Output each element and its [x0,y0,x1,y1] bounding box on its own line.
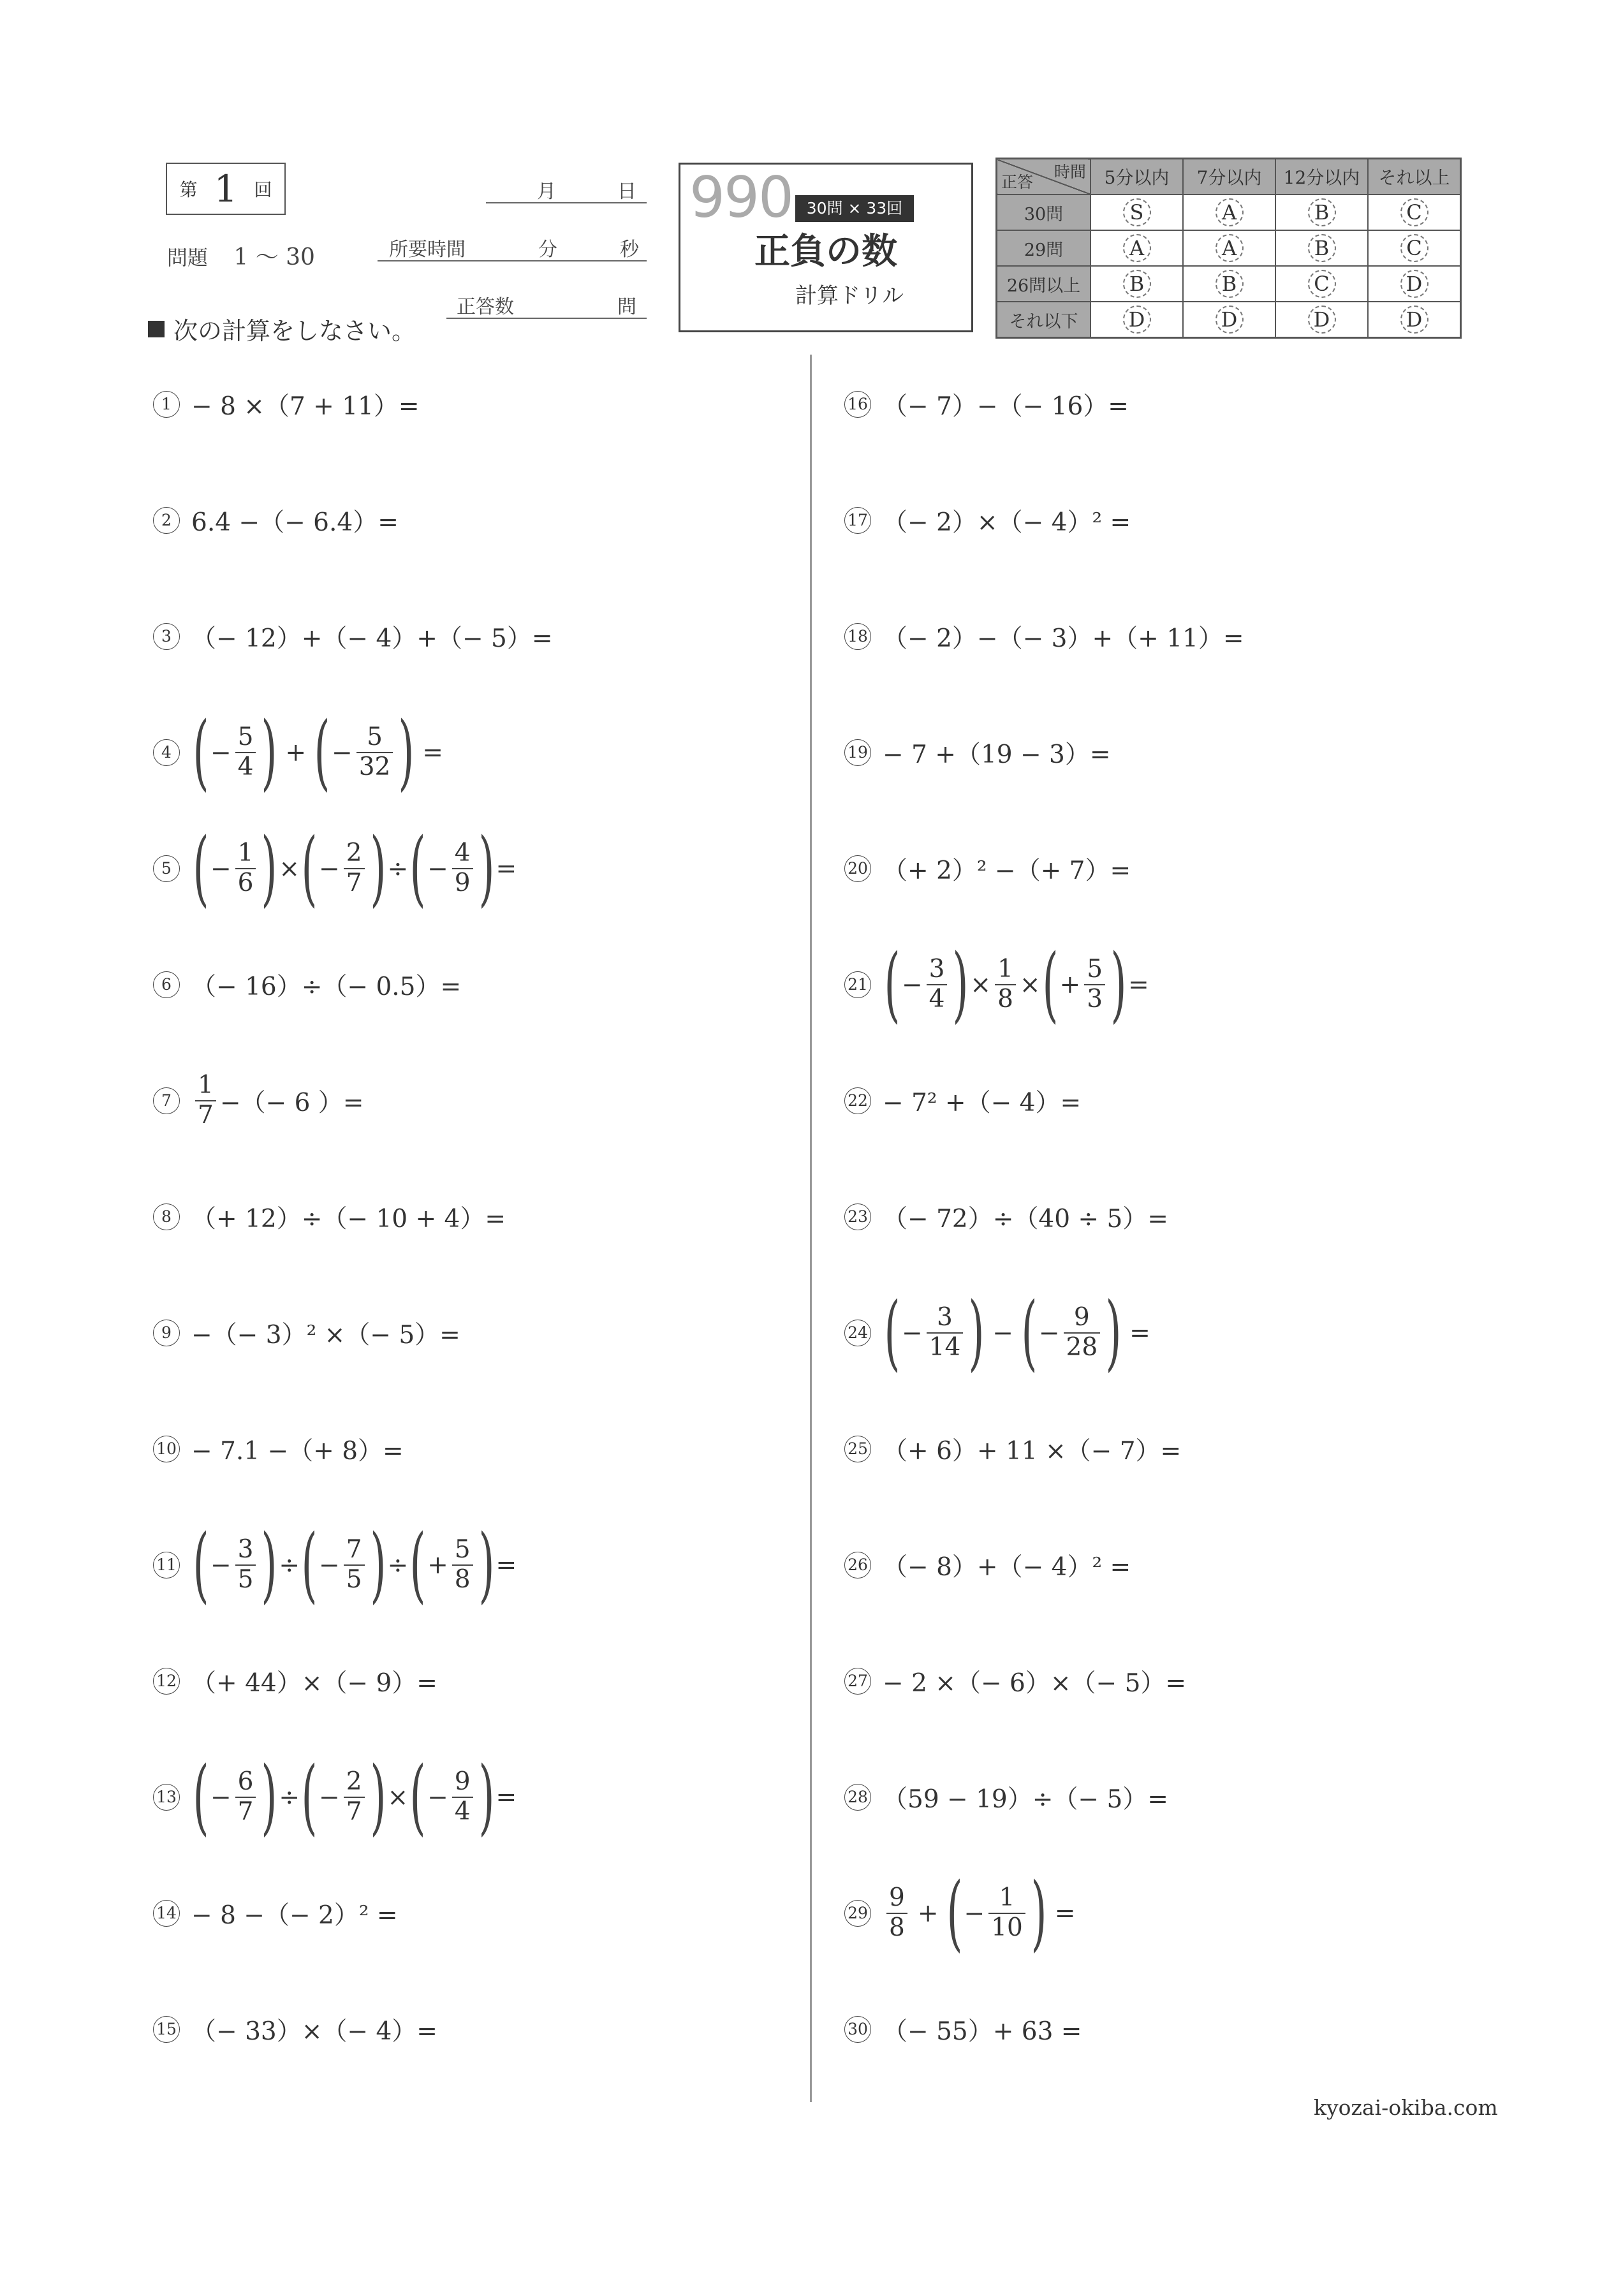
grade-cell [1275,266,1368,302]
problem-expression: （+ 12）÷（− 10 + 4）= [191,1205,506,1233]
problem-expression: （+ 2）² −（+ 7）= [883,857,1131,885]
problem-range [167,239,315,272]
fraction-denominator: 5 [235,1564,256,1594]
problem-label: 問題 [167,246,209,270]
problem [153,1998,437,2061]
fraction [988,1884,1025,1943]
problem-number: 2 [153,507,180,534]
fraction-denominator: 32 [356,752,393,782]
second-label: 秒 [620,239,639,261]
problem-range-value: 1 〜 30 [233,244,315,270]
grade-mark: A [1215,198,1244,226]
column-divider [810,355,812,2102]
problem-expression: （− 33）×（− 4）= [191,2017,437,2046]
problem-number: 21 [844,971,871,998]
problem-number: 25 [844,1436,871,1462]
fraction-denominator: 4 [235,752,256,782]
footer-site: kyozai-okiba.com [1314,2095,1498,2120]
fraction-denominator: 10 [988,1913,1025,1943]
fraction-numerator: 5 [454,1535,471,1564]
problem-expression: （+ 6）+ 11 ×（− 7）= [883,1437,1182,1466]
problem-expression: （− 16）÷（− 0.5）= [191,973,462,1001]
grade-table-row [997,266,1461,302]
grade-mark: D [1123,305,1151,334]
grade-table-header-row [997,159,1461,195]
grade-mark: A [1215,234,1244,262]
problem-number: 22 [844,1087,871,1114]
instruction-text: 次の計算をしなさい。 [173,317,416,345]
fraction-numerator: 1 [999,1883,1015,1913]
grade-table-row [997,302,1461,338]
problem-number: 28 [844,1784,871,1811]
fraction-numerator: 1 [237,839,254,868]
problem-number: 27 [844,1668,871,1695]
problem-expression: − 8 −（− 2）² = [191,1901,398,1930]
fraction-denominator: 7 [344,868,365,898]
time-column-header: 12分以内 [1275,159,1368,195]
grade-row-label: 26問以上 [997,266,1091,302]
problem-number: 8 [153,1203,180,1230]
grade-row-label: 29問 [997,230,1091,266]
drill-code: 990 [689,165,793,230]
grade-cell [1368,195,1461,230]
title-box [679,163,973,332]
fraction [886,1884,907,1943]
problem-number: 15 [153,2016,180,2043]
fraction-denominator: 7 [344,1797,365,1827]
round-suffix: 回 [254,179,272,200]
page-title: 正負の数 [754,231,897,272]
problem: 29 $\frac{9}{8}$ + ( − $\frac{1}{10}$ ) = [844,1881,1075,1945]
fraction-denominator: 28 [1064,1332,1101,1362]
fraction-denominator: 8 [995,984,1016,1014]
month-label: 月 [537,180,556,203]
problem-number: 23 [844,1203,871,1230]
problem-expression: − 7² +（− 4）= [883,1089,1082,1117]
problem-expression: （+ 44）×（− 9）= [191,1669,437,1698]
correct-label: 正答数 [457,296,514,318]
problem [844,1765,1168,1829]
fraction-denominator: 4 [452,1797,473,1827]
grade-mark: C [1400,198,1428,226]
grade-mark: B [1308,198,1336,226]
fraction [356,723,393,782]
time-column-header: 7分以内 [1183,159,1275,195]
fraction-numerator: 3 [237,1535,254,1564]
problem [844,605,1244,668]
fraction-numerator: 1 [997,955,1013,984]
grade-cell [1091,266,1183,302]
problem-number: 4 [153,739,180,766]
grade-cell [1275,302,1368,338]
problem-expression: （− 12）+（− 4）+（− 5）= [191,624,553,653]
problem: 24 ( − $\frac{3}{14}$ ) − ( − $\frac{9}{28}$ ) = [844,1301,1150,1365]
grade-cell [1183,266,1275,302]
problem-number: 17 [844,507,871,534]
problem: 21 ( − $\frac{3}{4}$ ) × $\frac{1}{8}$ × ( + $\frac{5}{3}$ ) = [844,953,1149,1017]
page-subtitle: 計算ドリル [795,283,904,309]
fraction [927,955,948,1014]
grade-mark: S [1123,198,1151,226]
date-field [486,175,647,203]
problem-expression: （− 2）−（− 3）+（+ 11）= [883,624,1244,653]
problem-number: 29 [844,1900,871,1927]
problem [844,372,1129,436]
fraction [1064,1304,1101,1362]
fraction-denominator: 8 [452,1564,473,1594]
fraction-numerator: 5 [367,723,383,752]
grade-table [995,158,1462,339]
fraction [344,1536,365,1594]
fraction-denominator: 8 [886,1913,907,1943]
grade-cell [1368,302,1461,338]
problem-expression: （59 − 19）÷（− 5）= [883,1785,1168,1814]
fraction [927,1304,964,1362]
fraction-numerator: 4 [454,839,471,868]
grade-mark: D [1308,305,1336,334]
fraction-numerator: 1 [198,1071,214,1100]
problem [153,605,553,668]
fraction [344,839,365,898]
fraction-denominator: 9 [452,868,473,898]
fraction-numerator: 3 [937,1303,953,1332]
fraction-numerator: 5 [1087,955,1103,984]
problem-number: 11 [153,1552,180,1578]
problem-expression: （− 72）÷（40 ÷ 5）= [883,1205,1168,1233]
fraction-numerator: 9 [1073,1303,1090,1332]
problem-number: 24 [844,1320,871,1346]
drill-badge: 30問 × 33回 [795,195,914,222]
fraction [452,1536,473,1594]
grade-mark: D [1215,305,1244,334]
fraction-numerator: 9 [454,1767,471,1797]
square-bullet-icon [148,321,165,337]
problem-expression: − 7.1 −（+ 8）= [191,1437,404,1466]
problem [153,1417,404,1481]
problem-number: 18 [844,623,871,650]
grade-mark: B [1215,270,1244,298]
grade-row-label: それ以下 [997,302,1091,338]
problem-expression: − 2 ×（− 6）×（− 5）= [883,1669,1187,1698]
round-prefix: 第 [179,179,198,200]
problem [153,1881,398,1945]
fraction [1084,955,1105,1014]
instruction [148,311,416,346]
problem-expression: −（− 3）² ×（− 5）= [191,1321,460,1350]
problem-expression: （− 7）−（− 16）= [883,392,1129,421]
fraction-denominator: 6 [235,868,256,898]
problem-number: 9 [153,1320,180,1346]
fraction-numerator: 3 [929,955,945,984]
problem-number: 6 [153,971,180,998]
fraction [235,839,256,898]
problem-number: 5 [153,855,180,882]
problem [153,953,461,1017]
problem [153,1069,364,1133]
problem: 4 ( − $\frac{5}{4}$ ) + ( − $\frac{5}{32}$ ) = [153,721,443,784]
problem-expression: 6.4 −（− 6.4）= [191,508,399,537]
problem [844,721,1111,784]
problem [844,489,1131,552]
problem [153,489,399,552]
problem [153,1649,437,1713]
fraction-numerator: 7 [346,1535,362,1564]
grade-mark: D [1400,305,1428,334]
problem [844,1649,1186,1713]
grade-table-row [997,195,1461,230]
problem-expression: （− 8）+（− 4）² = [883,1553,1131,1582]
time-field [378,232,647,261]
fraction-denominator: 4 [927,984,948,1014]
grade-cell [1091,302,1183,338]
fraction-denominator: 7 [195,1100,216,1130]
fraction-denominator: 5 [344,1564,365,1594]
problem: 13 ( − $\frac{6}{7}$ ) ÷ ( − $\frac{2}{7}$ ) × ( − $\frac{9}{4}$ ) = [153,1765,517,1829]
problem-number: 10 [153,1436,180,1462]
problem [844,1533,1131,1597]
grade-cell [1275,230,1368,266]
problem-number: 14 [153,1900,180,1927]
fraction [195,1071,216,1130]
round-box [166,163,286,215]
fraction [235,1768,256,1827]
time-label: 所要時間 [389,239,466,261]
fraction [235,723,256,782]
fraction-numerator: 6 [237,1767,254,1797]
correct-count-field [446,290,647,319]
grade-mark: A [1123,234,1151,262]
fraction [235,1536,256,1594]
fraction [995,955,1016,1014]
problem-expression: − 7 +（19 − 3）= [883,740,1111,769]
fraction-denominator: 7 [235,1797,256,1827]
fraction-denominator: 14 [927,1332,964,1362]
time-column-header: それ以上 [1368,159,1461,195]
problem [844,1185,1168,1249]
problem-expression: −（− 6 ）= [219,1089,364,1117]
grade-mark: C [1308,270,1336,298]
grade-mark: B [1123,270,1151,298]
problem-number: 7 [153,1087,180,1114]
round-number: 1 [214,167,238,210]
time-column-header: 5分以内 [1091,159,1183,195]
grade-cell [1183,195,1275,230]
problem [844,1069,1081,1133]
grade-cell [1091,195,1183,230]
problem: 5 ( − $\frac{1}{6}$ ) × ( − $\frac{2}{7}$ ) ÷ ( − $\frac{4}{9}$ ) = [153,837,517,901]
grade-cell [1368,230,1461,266]
problem-number: 3 [153,623,180,650]
problem-number: 13 [153,1784,180,1811]
fraction-numerator: 2 [346,839,362,868]
grade-row-label: 30問 [997,195,1091,230]
fraction-denominator: 3 [1084,984,1105,1014]
grade-cell [1275,195,1368,230]
minute-label: 分 [538,239,557,261]
problem [844,1417,1181,1481]
problem-number: 30 [844,2016,871,2043]
grade-table-corner [997,159,1091,195]
problem-number: 12 [153,1668,180,1695]
fraction-numerator: 5 [237,723,254,752]
problem [153,1301,460,1365]
problem [844,837,1131,901]
grade-cell [1368,266,1461,302]
grade-cell [1091,230,1183,266]
grade-mark: D [1400,270,1428,298]
problem [844,1998,1082,2061]
grade-mark: B [1308,234,1336,262]
fraction [344,1768,365,1827]
corner-correct-label: 正答 [1001,173,1034,191]
problem-number: 1 [153,391,180,418]
grade-table-row [997,230,1461,266]
grade-mark: C [1400,234,1428,262]
problem-expression: （− 55）+ 63 = [883,2017,1082,2046]
problem-number: 19 [844,739,871,766]
problem [153,1185,506,1249]
grade-cell [1183,230,1275,266]
fraction [452,1768,473,1827]
problem-expression: − 8 ×（7 + 11）= [191,392,420,421]
problem-number: 16 [844,391,871,418]
problem-expression: （− 2）×（− 4）² = [883,508,1131,537]
problem: 11 ( − $\frac{3}{5}$ ) ÷ ( − $\frac{7}{5}$ ) ÷ ( + $\frac{5}{8}$ ) = [153,1533,517,1597]
question-unit: 問 [617,296,636,318]
day-label: 日 [617,180,636,203]
problem-number: 26 [844,1552,871,1578]
fraction-numerator: 2 [346,1767,362,1797]
grade-cell [1183,302,1275,338]
problem [153,372,420,436]
problem-number: 20 [844,855,871,882]
fraction-numerator: 9 [889,1883,905,1913]
fraction [452,839,473,898]
corner-time-label: 時間 [1054,163,1086,181]
